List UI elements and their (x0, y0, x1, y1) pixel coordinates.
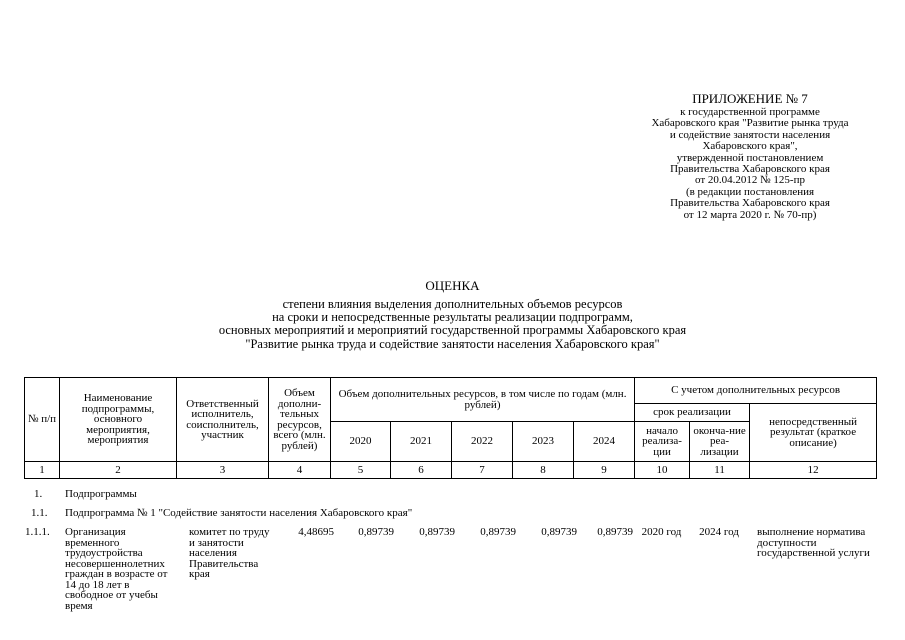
header-responsible: Ответственный исполнитель, соисполнитель, участник (177, 378, 269, 462)
appendix-block (600, 92, 900, 221)
row-year-value: 0,89739 (480, 526, 516, 538)
appendix-line: Правительства Хабаровского края (670, 197, 830, 210)
section-num: 1. (34, 487, 43, 500)
header-end: оконча-ние реа-лизации (690, 422, 750, 462)
col-number: 10 (635, 462, 690, 479)
appendix-line: и содействие занятости населения (669, 128, 831, 141)
header-by-years: Объем дополнительных ресурсов, в том числе по годам (млн. рублей) (331, 378, 635, 422)
appendix-line: Хабаровского края", (702, 140, 798, 153)
col-number: 12 (750, 462, 877, 479)
header-result: непосредственный результат (краткое описание) (750, 404, 877, 462)
header-start: начало реализа-ции (635, 422, 690, 462)
appendix-line: от 20.04.2012 № 125-пр (695, 174, 805, 187)
section-row (24, 505, 876, 522)
header-num: № п/п (25, 378, 60, 462)
table-row (24, 522, 876, 611)
section-row (24, 483, 876, 505)
col-number: 3 (177, 462, 269, 479)
row-year-value: 0,89739 (358, 526, 394, 538)
header-name: Наименование подпрограммы, основного мероприятия, мероприятия (60, 378, 177, 462)
header-term: срок реализации (635, 404, 750, 422)
col-number: 7 (452, 462, 513, 479)
row-num: 1.1.1. (25, 526, 50, 538)
header-considering: С учетом дополнительных ресурсов (635, 378, 877, 404)
appendix-line: Хабаровского края "Развитие рынка труда (651, 117, 849, 130)
heading-line: степени влияния выделения дополнительных объемов ресурсов (282, 297, 623, 311)
row-name: Организация временного трудоустройства несовершеннолетних граждан в возрасте от 14 до 18 лет в свободное от учебы время (65, 526, 168, 612)
row-responsible: комитет по труду и занятости населения Правительства края (189, 526, 270, 580)
heading-line: "Развитие рынка труда и содействие занятости населения Хабаровского края" (245, 336, 660, 351)
table-header (24, 377, 877, 479)
header-total: Объем дополни-тельных ресурсов, всего (млн. рублей) (269, 378, 331, 462)
row-year-value: 0,89739 (541, 526, 577, 538)
section-title: Подпрограмма № 1 "Содействие занятости населения Хабаровского края" (65, 507, 413, 520)
document-title: ОЦЕНКА (425, 278, 480, 293)
appendix-line: утвержденной постановлением (676, 151, 824, 164)
section-num: 1.1. (31, 507, 48, 520)
col-number: 2 (60, 462, 177, 479)
appendix-line: к государственной программе (680, 106, 820, 118)
row-year-value: 0,89739 (597, 526, 633, 538)
appendix-line: (в редакции постановления (685, 185, 815, 198)
row-end: 2024 год (699, 526, 739, 538)
header-year: 2020 (331, 422, 391, 462)
col-number: 8 (513, 462, 574, 479)
col-number: 11 (690, 462, 750, 479)
row-result: выполнение норматива доступности государственной услуги (757, 526, 870, 559)
table-body (24, 483, 876, 611)
header-year: 2022 (452, 422, 513, 462)
row-year-value: 0,89739 (419, 526, 455, 538)
header-year: 2023 (513, 422, 574, 462)
row-total: 4,48695 (298, 526, 334, 538)
document-heading (100, 279, 805, 351)
col-number: 9 (574, 462, 635, 479)
col-number: 4 (269, 462, 331, 479)
col-number: 5 (331, 462, 391, 479)
appendix-title: ПРИЛОЖЕНИЕ № 7 (692, 91, 808, 106)
heading-line: основных мероприятий и мероприятий государственной программы Хабаровского края (218, 323, 687, 338)
heading-line: на сроки и непосредственные результаты реализации подпрограмм, (272, 310, 633, 325)
header-year: 2021 (391, 422, 452, 462)
col-number: 6 (391, 462, 452, 479)
col-number: 1 (25, 462, 60, 479)
section-title: Подпрограммы (65, 487, 137, 500)
appendix-line: Правительства Хабаровского края (670, 163, 830, 176)
appendix-line: от 12 марта 2020 г. № 70-пр) (683, 208, 817, 221)
header-year: 2024 (574, 422, 635, 462)
row-start: 2020 год (641, 526, 682, 538)
